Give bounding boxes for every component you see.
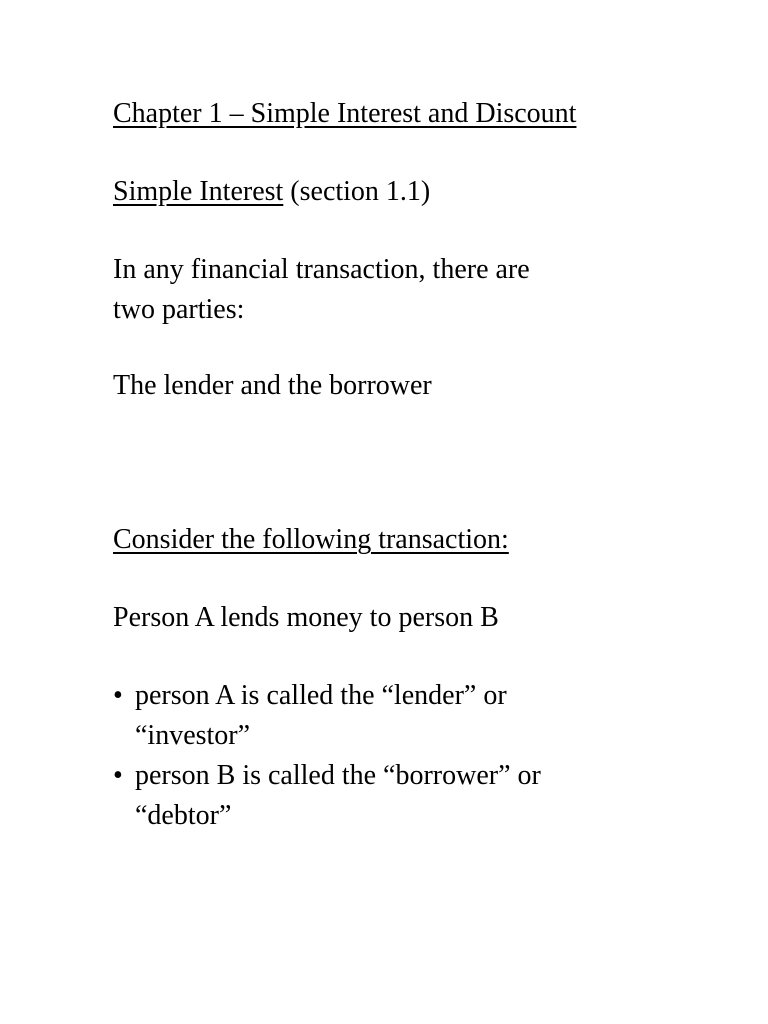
section-heading-line: [113, 172, 430, 212]
chapter-title: Chapter 1 – Simple Interest and Discount: [113, 98, 577, 129]
bullet-text-line1: person A is called the “lender” or: [135, 680, 507, 711]
intro-line-2: two parties:: [113, 294, 245, 325]
transaction-line: Person A lends money to person B: [113, 602, 499, 633]
bullet-text-line2: “debtor”: [135, 800, 232, 831]
parties-line: The lender and the borrower: [113, 370, 432, 401]
bullet-item-borrower: [113, 756, 673, 836]
section-reference: (section 1.1): [290, 176, 431, 207]
bullet-text-line2: “investor”: [135, 720, 251, 751]
bullet-icon: •: [113, 760, 123, 791]
bullet-item-lender: [113, 676, 673, 756]
consider-heading: Consider the following transaction:: [113, 524, 509, 555]
intro-line-1: In any financial transaction, there are: [113, 254, 530, 285]
bullet-icon: •: [113, 680, 123, 711]
section-heading: Simple Interest: [113, 176, 284, 207]
bullet-text-line1: person B is called the “borrower” or: [135, 760, 541, 791]
